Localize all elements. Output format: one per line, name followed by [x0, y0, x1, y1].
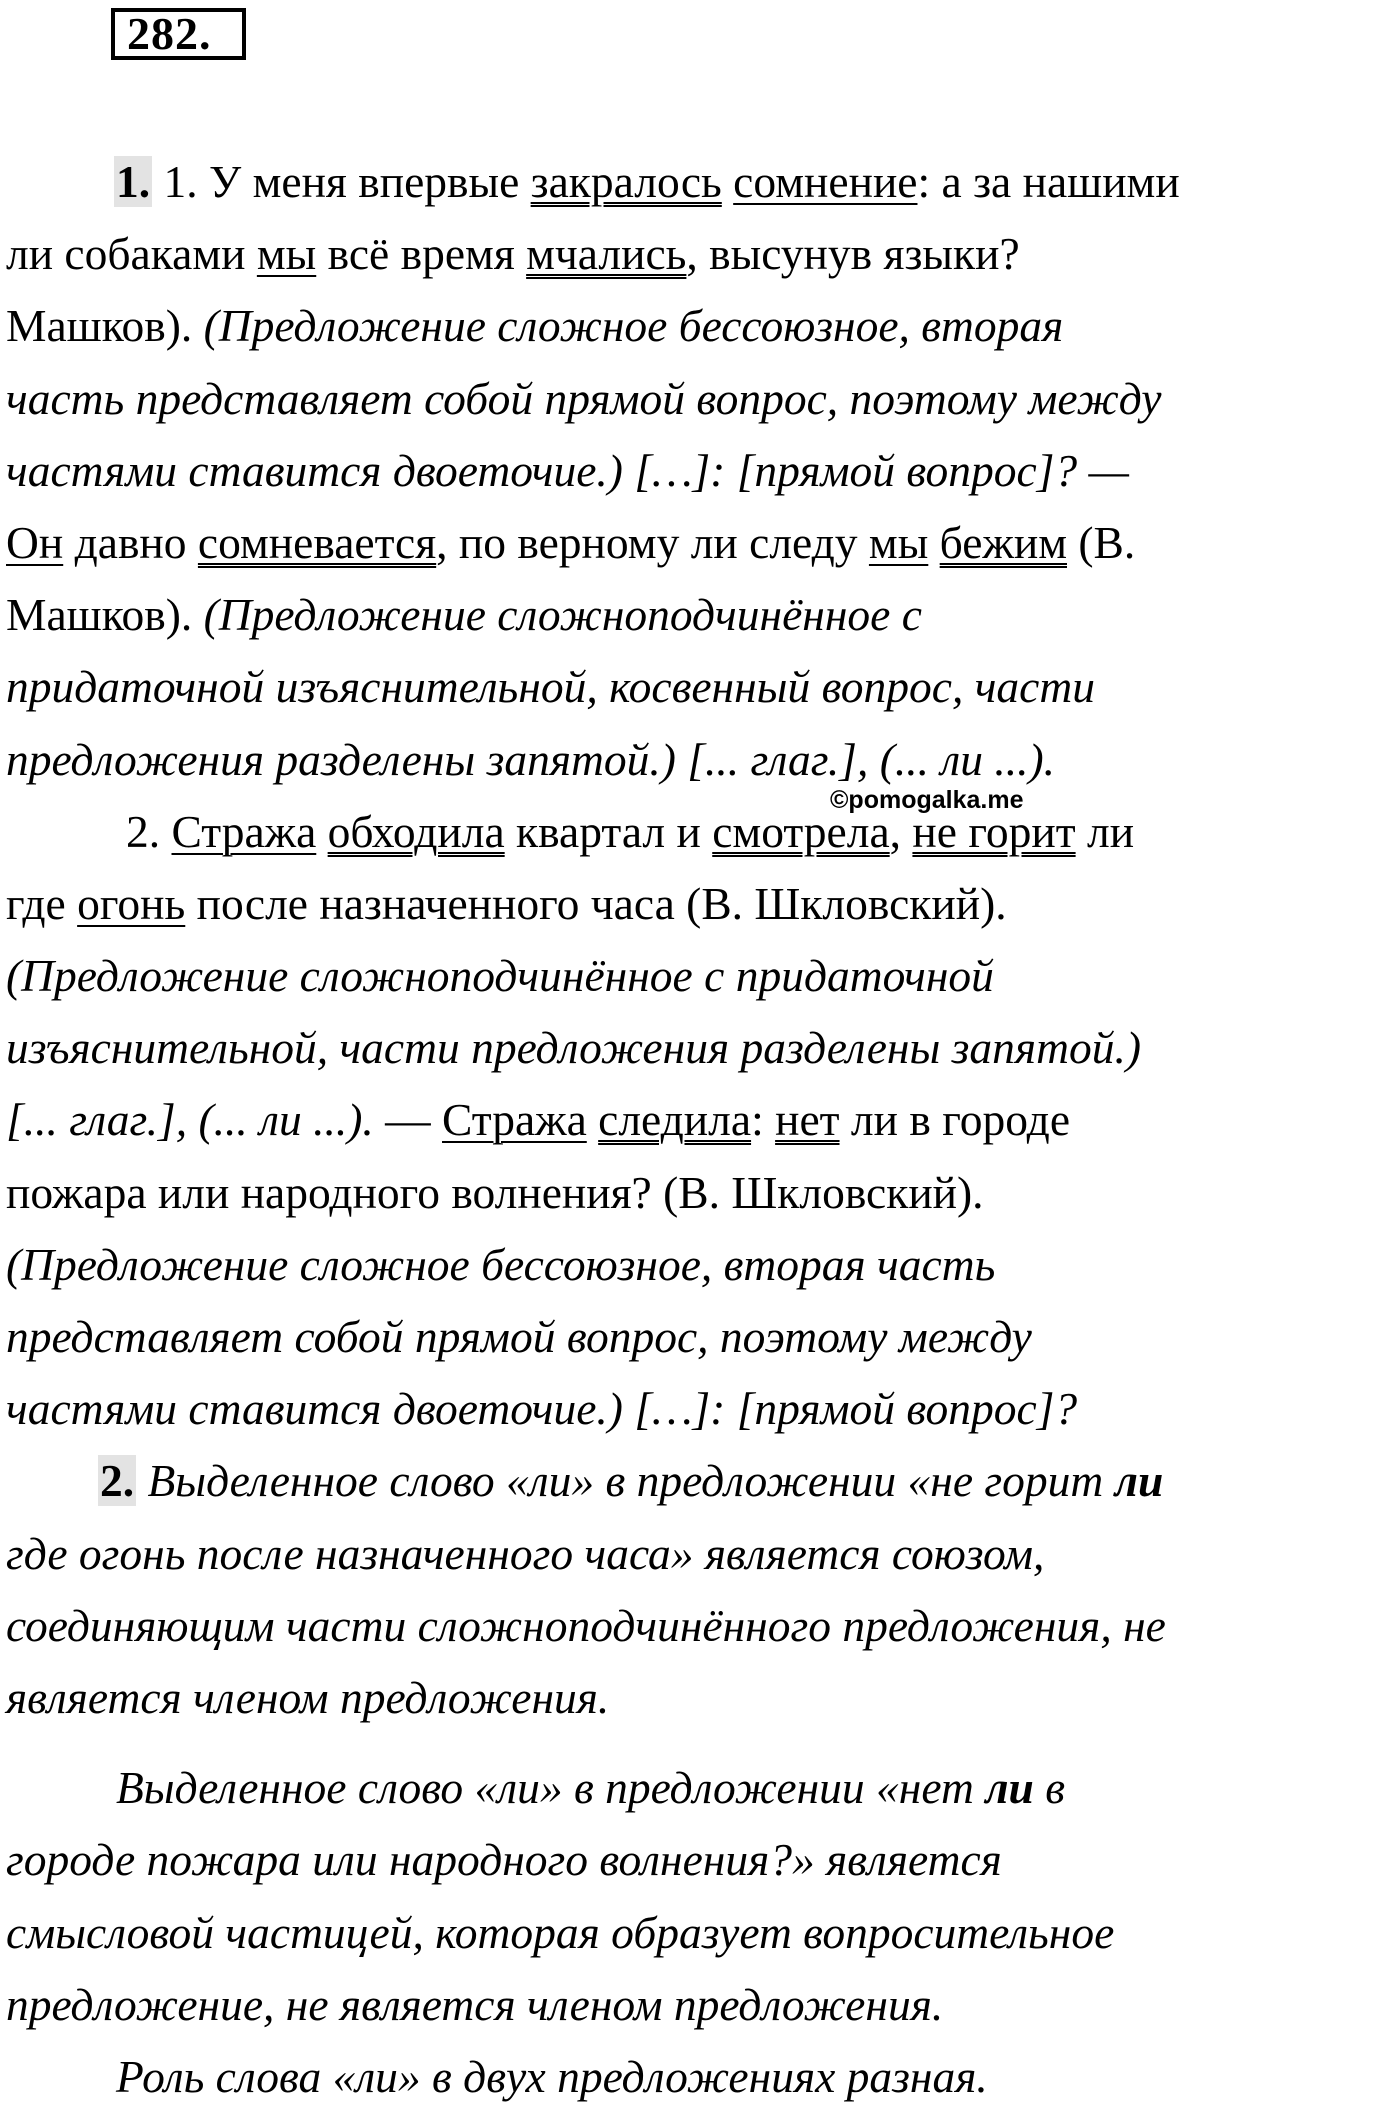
subject: огонь [77, 877, 186, 929]
plain-text: давно [63, 516, 198, 568]
text-line [6, 290, 1400, 362]
plain-text: квартал и [504, 805, 713, 857]
text-line: Роль слова «ли» в двух предложениях разная. [116, 2050, 988, 2102]
comment-line: частями ставится двоеточие.) […]: [прямой вопрос]? [6, 1383, 1078, 1435]
text-line [6, 579, 1400, 651]
plain-text: Машков). [6, 589, 204, 641]
plain-text: 1. У меня впервые [163, 156, 531, 207]
comment-line: представляет собой прямой вопрос, поэтому между [6, 1311, 1032, 1362]
subject: Стража [442, 1094, 587, 1146]
text-line: соединяющим части сложноподчинённого предложения, не [6, 1599, 1166, 1651]
predicate: не горит [912, 805, 1076, 857]
plain-text: , высунув языки? [686, 228, 1020, 280]
part1-marker: 1. [116, 156, 151, 207]
comment: (Предложение сложное бессоюзное, вторая [203, 300, 1064, 352]
text-line: предложение, не является членом предложения. [6, 1978, 944, 2030]
watermark: ©pomogalka.me [830, 786, 1024, 814]
text-line [6, 1084, 1400, 1156]
part2-marker: 2. [100, 1455, 135, 1507]
plain-text: ли собаками [6, 228, 257, 280]
text-line [6, 868, 1400, 940]
plain-text: — [385, 1094, 443, 1146]
predicate: мчались [526, 228, 687, 280]
comment-line: (Предложение сложное бессоюзное, вторая часть [6, 1238, 996, 1290]
subject: мы [868, 516, 929, 568]
comment-line: (Предложение сложноподчинённое с придаточной [6, 950, 994, 1002]
predicate: обходила [327, 805, 505, 857]
plain-text: где [6, 877, 78, 929]
task-number: 282. [111, 8, 246, 60]
highlighted-word: ли [1114, 1455, 1164, 1507]
predicate: следила [598, 1094, 752, 1146]
plain-text: 2. [126, 805, 172, 857]
plain-text: всё время [316, 228, 527, 280]
text-line [6, 218, 1400, 290]
plain-text: после назначенного часа (В. Шкловский). [185, 877, 1007, 929]
predicate: нет [775, 1094, 840, 1146]
plain-text: Выделенное слово «ли» в предложении «не горит [136, 1455, 1115, 1507]
text-line [6, 796, 1400, 868]
plain-text: : а за нашими [917, 156, 1180, 207]
text-line [6, 507, 1400, 579]
plain-text: Выделенное слово «ли» в предложении «нет [116, 1762, 986, 1814]
paragraph-gap [6, 1734, 1400, 1752]
text-line: пожара или народного волнения? (В. Шкловский). [6, 1166, 984, 1218]
comment-line: часть представляет собой прямой вопрос, поэтому между [6, 372, 1162, 424]
comment-line: придаточной изъяснительной, косвенный вопрос, части [6, 661, 1095, 713]
predicate: сомневается [197, 516, 437, 568]
predicate: смотрела [712, 805, 890, 857]
plain-text: , по верному ли следу [436, 516, 869, 568]
plain-text: : [751, 1094, 776, 1146]
comment: (Предложение сложноподчинённое с [203, 589, 922, 641]
predicate: бежим [939, 516, 1067, 568]
highlighted-word: ли [985, 1762, 1034, 1814]
text-line [6, 1445, 1400, 1517]
plain-text: , [889, 805, 913, 857]
plain-text: (В. [1067, 516, 1136, 568]
plain-text: ли [1075, 805, 1135, 857]
text-line: городе пожара или народного волнения?» является [6, 1834, 1002, 1886]
subject: сомнение [733, 156, 918, 207]
predicate: закралось [530, 156, 722, 207]
subject: Он [6, 516, 64, 568]
plain-text: ли в городе [839, 1094, 1071, 1146]
comment: [... глаг.], (... ли ...). [6, 1094, 386, 1146]
answer-text [6, 146, 1400, 2113]
comment-line: частями ставится двоеточие.) […]: [прямой вопрос]? — [6, 444, 1130, 496]
text-line: смысловой частицей, которая образует вопросительное [6, 1906, 1115, 1958]
comment-line: изъяснительной, части предложения разделены запятой.) [6, 1022, 1141, 1074]
plain-text: Машков). [6, 300, 204, 352]
text-line: является членом предложения. [6, 1671, 610, 1723]
subject: мы [256, 228, 317, 280]
plain-text: в [1033, 1762, 1065, 1814]
text-line: где огонь после назначенного часа» является союзом, [6, 1527, 1045, 1579]
subject: Стража [171, 805, 317, 857]
text-line [6, 1752, 1400, 1824]
comment-line: предложения разделены запятой.) [... глаг.], (... ли ...). [6, 733, 1055, 785]
text-line [6, 146, 1400, 218]
